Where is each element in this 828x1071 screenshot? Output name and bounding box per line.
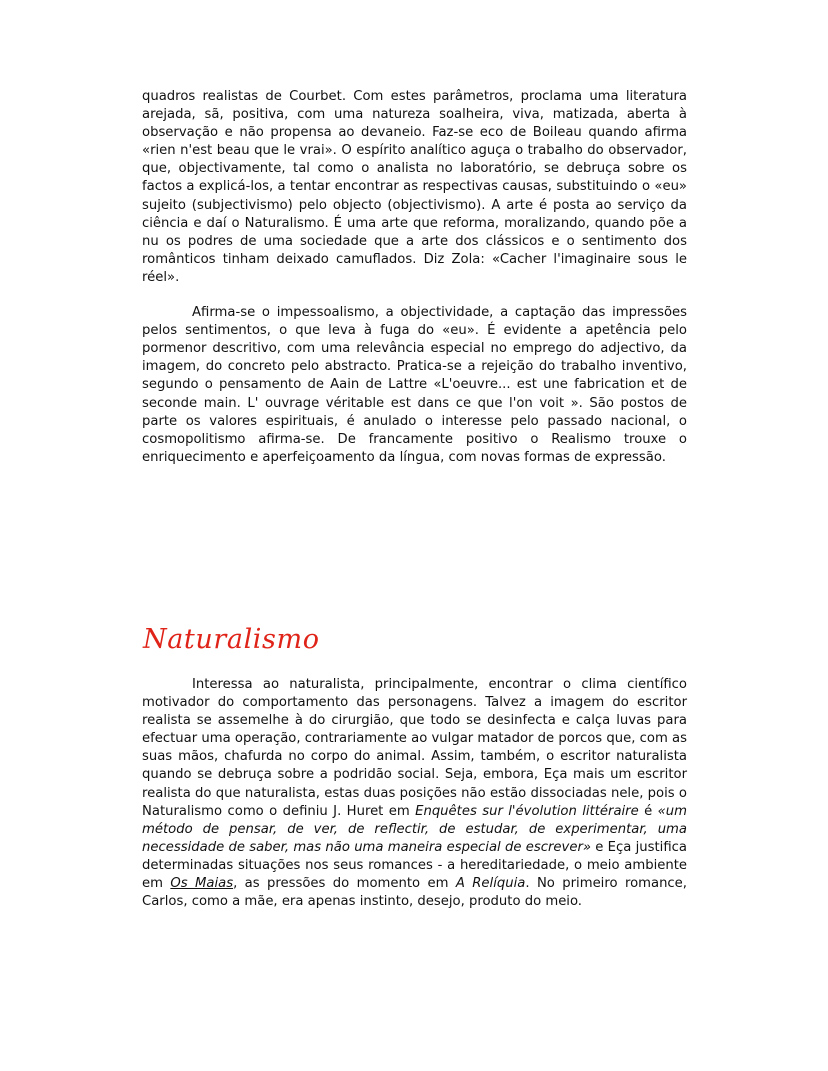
page-title: Naturalismo <box>143 624 320 655</box>
work-title-a-reliquia: A Relíquia <box>455 876 526 892</box>
work-title-os-maias: Os Maias <box>170 876 234 892</box>
naturalismo-section <box>142 676 687 911</box>
paragraph-text-part-2: é <box>638 803 658 819</box>
work-title-enquetes: Enquêtes sur l'évolution littéraire <box>415 803 639 819</box>
quote-huret-definition: «um método de pensar, de ver, de reflectir, de estudar, de experimentar, uma necessidade de saber, mas não uma maneira especial de escrever» <box>142 803 687 855</box>
paragraph-text-part-5: . No primeiro romance, Carlos, como a mãe, era apenas instinto, desejo, produto do meio. <box>142 876 687 910</box>
heading-naturalismo-block <box>143 626 688 666</box>
paragraph-text-part-4: , as pressões do momento em <box>233 876 456 892</box>
intro-section <box>142 88 687 467</box>
paragraph-naturalismo <box>142 676 687 911</box>
paragraph-text-part-1: Interessa ao naturalista, principalmente, encontrar o clima científico motivador do comportamento das personagens. Talvez a imagem do escritor realista se assemelhe à do cirurgião, que todo se desinfecta e calça luvas para efectuar uma operação, contrariamente ao vulgar matador de porcos que, com as suas mãos, chafurda no corpo do animal. Assim, também, o escritor naturalista quando se debruça sobre a podridão social. Seja, embora, Eça mais um escritor realista do que naturalista, estas duas posições não estão dissociadas nele, pois o Naturalismo como o definiu J. Huret em <box>142 677 687 819</box>
paragraph-realismo-courbet: quadros realistas de Courbet. Com estes parâmetros, proclama uma literatura arejada, sã, positiva, com uma natureza soalheira, viva, matizada, aberta à observação e não propensa ao devaneio. Faz-se eco de Boileau quando afirma «rien n'est beau que le vrai». O espírito analítico aguça o trabalho do observador, que, objectivamente, tal como o analista no laboratório, se debruça sobre os factos a explicá-los, a tentar encontrar as respectivas causas, substituindo o «eu» sujeito (subjectivismo) pelo objecto (objectivismo). A arte é posta ao serviço da ciência e daí o Naturalismo. É uma arte que reforma, moralizando, quando põe a nu os podres de uma sociedade que a arte dos clássicos e o sentimento dos românticos tinham deixado camuflados. Diz Zola: «Cacher l'imaginaire sous le réel». <box>142 89 687 285</box>
paragraph-text-part-3: e Eça justifica determinadas situações nos seus romances - a hereditariedade, o meio ambiente em <box>142 839 687 892</box>
paragraph-impessoalismo: Afirma-se o impessoalismo, a objectividade, a captação das impressões pelos sentimentos, o que leva à fuga do «eu». É evidente a apetência pelo pormenor descritivo, com uma relevância especial no emprego do adjectivo, da imagem, do concreto pelo abstracto. Pratica-se a rejeição do trabalho inventivo, segundo o pensamento de Aain de Lattre «L'oeuvre... est une fabrication et de seconde main. L' ouvrage véritable est dans ce que l'on voit ». São postos de parte os valores espirituais, é anulado o interesse pelo passado nacional, o cosmopolitismo afirma-se. De francamente positivo o Realismo trouxe o enriquecimento e aperfeiçoamento da língua, com novas formas de expressão. <box>142 305 687 465</box>
